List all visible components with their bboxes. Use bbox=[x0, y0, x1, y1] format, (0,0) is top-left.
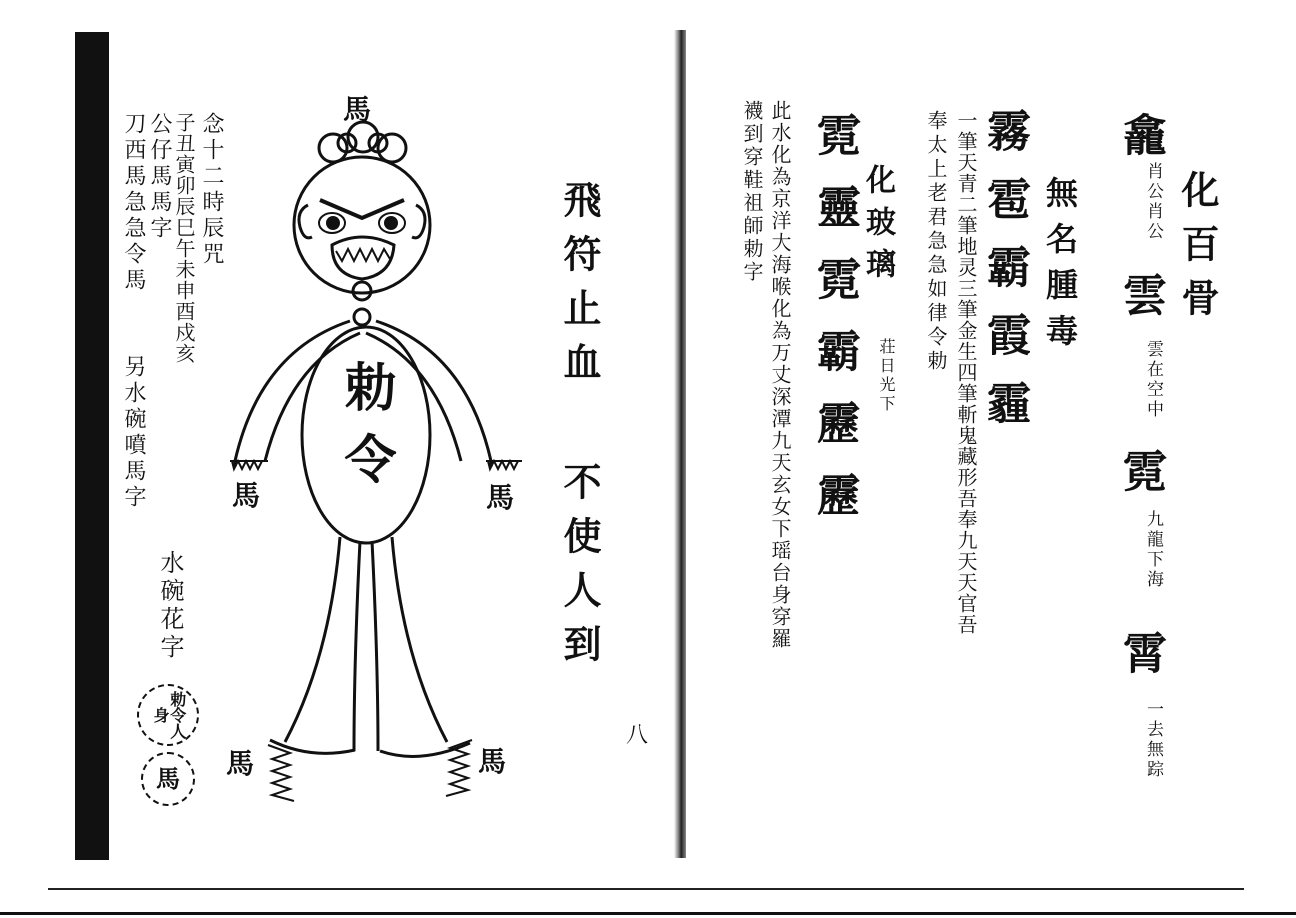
heading-hua-bai-gu: 化百骨 bbox=[1175, 170, 1220, 332]
body-column-1: 此水化為京洋大海喉化為万丈深潭九天玄女下瑶台身穿羅 bbox=[768, 100, 792, 650]
talisman-1: 龕 bbox=[1115, 112, 1166, 166]
horse-char-right-hand: 馬 bbox=[486, 481, 515, 514]
scan-edge-bar bbox=[75, 32, 109, 860]
spell-column-2: 奉太上老君急急如律令勅 bbox=[924, 110, 948, 374]
seal-stamp-bottom bbox=[141, 752, 195, 806]
book-gutter bbox=[674, 30, 686, 858]
horse-char-left-foot: 馬 bbox=[226, 747, 255, 780]
talisman-4-note: 一去無踪 bbox=[1143, 700, 1163, 780]
talisman-row-a: 霧雹霸霞霾 bbox=[979, 108, 1030, 448]
chant-line-2: 子丑寅卯辰巳午未申酉戍亥 bbox=[172, 112, 196, 364]
section-3-note: 荘日光下 bbox=[877, 338, 896, 414]
talisman-2: 雲 bbox=[1115, 272, 1166, 326]
talisman-row-b: 霓靈霓霸靂靂 bbox=[809, 112, 860, 544]
scan-bottom-edge bbox=[0, 912, 1296, 915]
talisman-1-note: 肖公肖公 bbox=[1143, 162, 1163, 242]
talisman-3: 霓 bbox=[1115, 448, 1166, 502]
chant-line-1: 念十二時辰咒 bbox=[199, 112, 224, 268]
body-column-2: 襪到穿鞋祖師勅字 bbox=[740, 100, 764, 284]
section-2-title: 無名腫毒 bbox=[1041, 176, 1079, 360]
seal-stamp-top bbox=[137, 684, 199, 746]
title-column-2: 不使人到 bbox=[557, 462, 602, 678]
title-column-1: 飛符止血 bbox=[557, 180, 602, 396]
chant-line-3: 公仔馬馬字 bbox=[147, 112, 172, 242]
chant-line-4: 刀西馬急急令馬 bbox=[121, 112, 146, 294]
seal-text-bottom: 馬 bbox=[156, 764, 180, 794]
horse-char-left-hand: 馬 bbox=[232, 479, 261, 512]
talisman-4: 霄 bbox=[1115, 630, 1166, 684]
page-bottom-edge bbox=[48, 888, 1244, 890]
section-3-title: 化玻璃 bbox=[860, 164, 895, 290]
page-number: 八 bbox=[626, 723, 649, 748]
figure-top-char: 馬 bbox=[343, 93, 372, 126]
horse-char-right-foot: 馬 bbox=[478, 745, 507, 778]
talisman-3-note: 九龍下海 bbox=[1143, 510, 1163, 590]
seal-text-top: 勅令人身 bbox=[151, 691, 187, 739]
bowl-label: 水碗花字 bbox=[156, 550, 184, 662]
spell-column-1: 一筆天青二筆地灵三筆金生四筆斬鬼藏形吾奉九天天官吾 bbox=[954, 110, 978, 635]
figure-body-chars: 勅令 bbox=[335, 360, 396, 504]
talisman-2-note: 雲在空中 bbox=[1143, 340, 1163, 420]
chant-note: 另水碗噴馬字 bbox=[121, 355, 146, 511]
